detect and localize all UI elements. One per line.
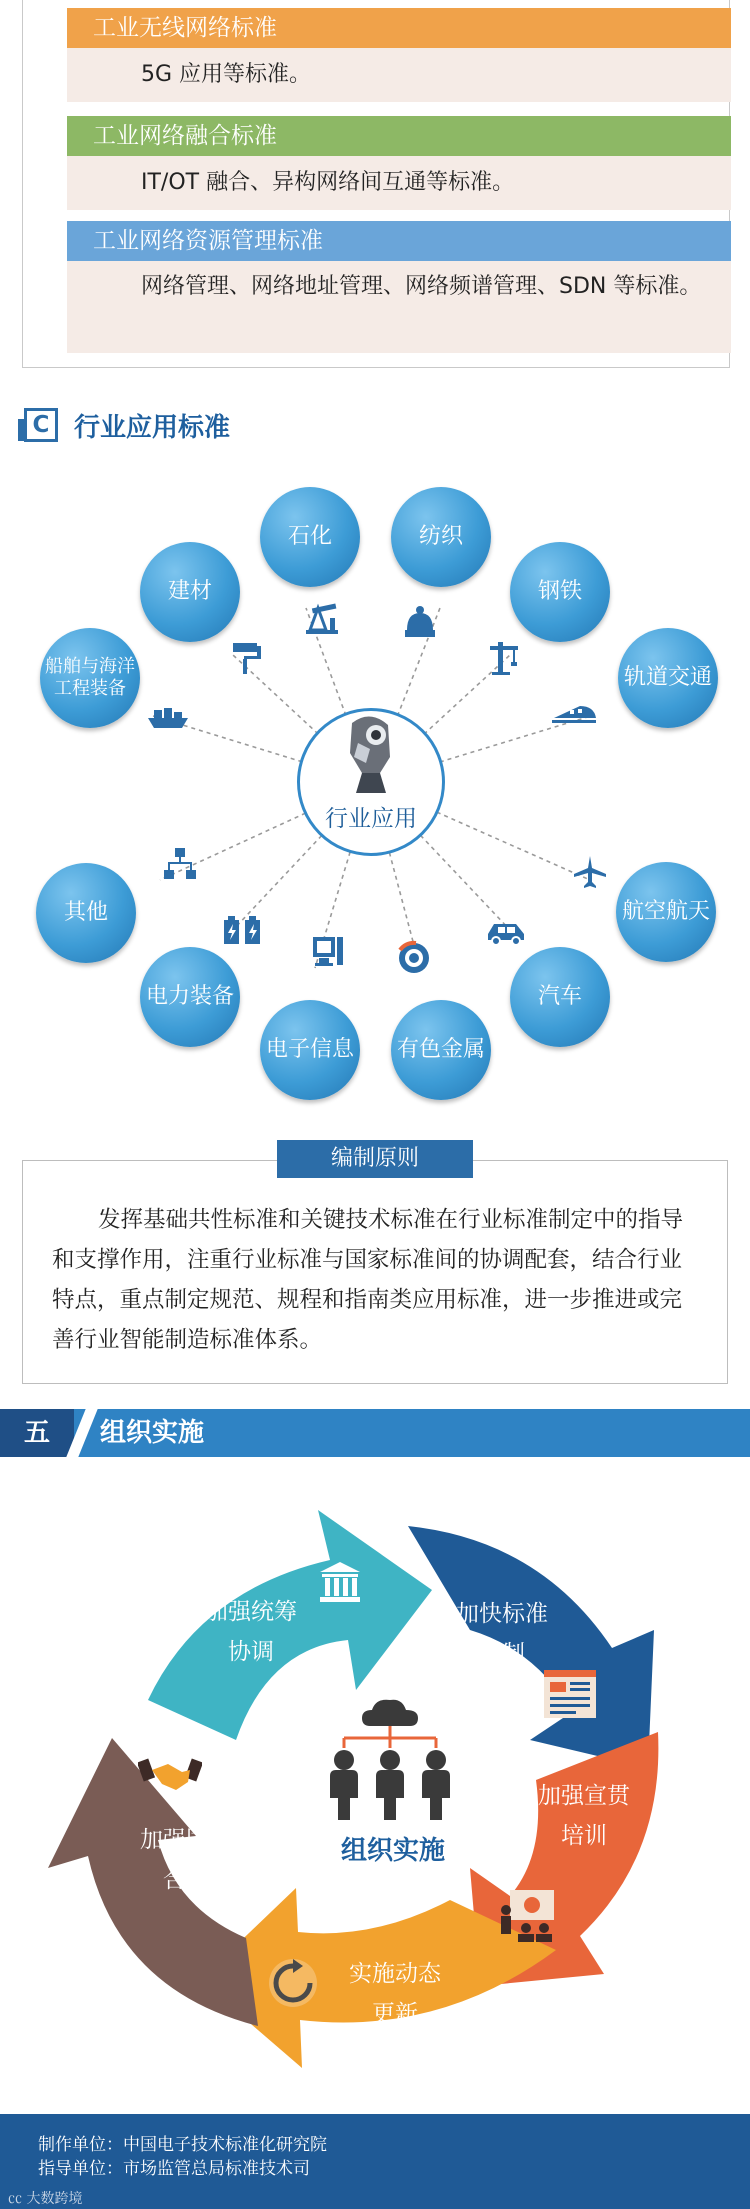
training-label: 加强宣贯培训 bbox=[538, 1783, 630, 1849]
bubble-rail-transit: 轨道交通 bbox=[618, 628, 718, 728]
bubble-steel: 钢铁 bbox=[510, 542, 610, 642]
bubble-petrochemical: 石化 bbox=[260, 487, 360, 587]
fusion-standard-body: IT/OT 融合、异构网络间互通等标准。 bbox=[67, 156, 731, 210]
battery-charge-icon bbox=[222, 912, 262, 948]
watermark-text: 大数跨境 bbox=[26, 2191, 83, 2207]
presentation-training-icon bbox=[498, 1888, 558, 1944]
bubble-electronics: 电子信息 bbox=[260, 1000, 360, 1100]
paint-roller-icon bbox=[230, 640, 266, 676]
footer bbox=[0, 2114, 750, 2209]
watermark bbox=[8, 2188, 82, 2208]
bubble-nonferrous-metals: 有色金属 bbox=[391, 1000, 491, 1100]
standards-box bbox=[22, 0, 730, 368]
robot-head-icon bbox=[340, 713, 400, 795]
coordination-label: 加强统筹协调 bbox=[205, 1599, 297, 1665]
oil-pump-icon bbox=[304, 600, 340, 636]
standards-label: 加快标准研制 bbox=[456, 1601, 548, 1667]
section-five-title: 组织实施 bbox=[100, 1418, 205, 1448]
document-window-icon bbox=[542, 1668, 598, 1720]
guide-line: 指导单位：市场监管总局标准技术司 bbox=[38, 2159, 310, 2179]
producer-line: 制作单位：中国电子技术标准化研究院 bbox=[38, 2135, 327, 2155]
airplane-icon bbox=[572, 854, 608, 890]
watermark-logo-icon: ㏄ bbox=[8, 2191, 27, 2207]
car-icon bbox=[484, 912, 528, 948]
people-network-icon bbox=[322, 1690, 462, 1826]
section-c-title: 行业应用标准 bbox=[74, 413, 231, 443]
refresh-icon bbox=[266, 1956, 320, 2010]
bubble-automobile: 汽车 bbox=[510, 947, 610, 1047]
monitor-icon bbox=[310, 934, 346, 970]
principle-tag: 编制原则 bbox=[277, 1140, 473, 1178]
cargo-ship-icon bbox=[146, 696, 190, 732]
section-c-badge: C bbox=[24, 408, 58, 442]
resource-standard-body: 网络管理、网络地址管理、网络频谱管理、SDN 等标准。 bbox=[67, 261, 731, 353]
government-building-icon bbox=[318, 1560, 362, 1604]
bubble-building-materials: 建材 bbox=[140, 542, 240, 642]
bubble-textile: 纺织 bbox=[391, 487, 491, 587]
high-speed-train-icon bbox=[550, 694, 598, 730]
international-label: 加强国际合作 bbox=[140, 1827, 232, 1893]
center-label: 行业应用 bbox=[325, 806, 417, 832]
principle-text: 发挥基础共性标准和关键技术标准在行业标准制定中的指导和支撑作用，注重行业标准与国家标准间的协调配套，结合行业特点，重点制定规范、规程和指南类应用标准，进一步推进或完善行业智能制造标准体系。 bbox=[52, 1207, 684, 1353]
wireless-standard-title: 工业无线网络标准 bbox=[67, 8, 731, 48]
organization-center-label: 组织实施 bbox=[340, 1836, 445, 1866]
org-structure-icon bbox=[162, 846, 198, 882]
brake-disc-icon bbox=[396, 940, 432, 976]
update-label: 实施动态更新 bbox=[349, 1961, 441, 2027]
bubble-shipbuilding: 船舶与海洋工程装备 bbox=[40, 628, 140, 728]
bubble-aerospace: 航空航天 bbox=[616, 862, 716, 962]
fusion-standard-title: 工业网络融合标准 bbox=[67, 116, 731, 156]
resource-standard-title: 工业网络资源管理标准 bbox=[67, 221, 731, 261]
bubble-power-equipment: 电力装备 bbox=[140, 947, 240, 1047]
handshake-icon bbox=[138, 1752, 202, 1796]
bubble-other: 其他 bbox=[36, 863, 136, 963]
section-five-number: 五 bbox=[0, 1409, 74, 1457]
tower-crane-icon bbox=[486, 640, 522, 676]
knit-hat-icon bbox=[402, 604, 438, 640]
wireless-standard-body: 5G 应用等标准。 bbox=[67, 48, 731, 102]
